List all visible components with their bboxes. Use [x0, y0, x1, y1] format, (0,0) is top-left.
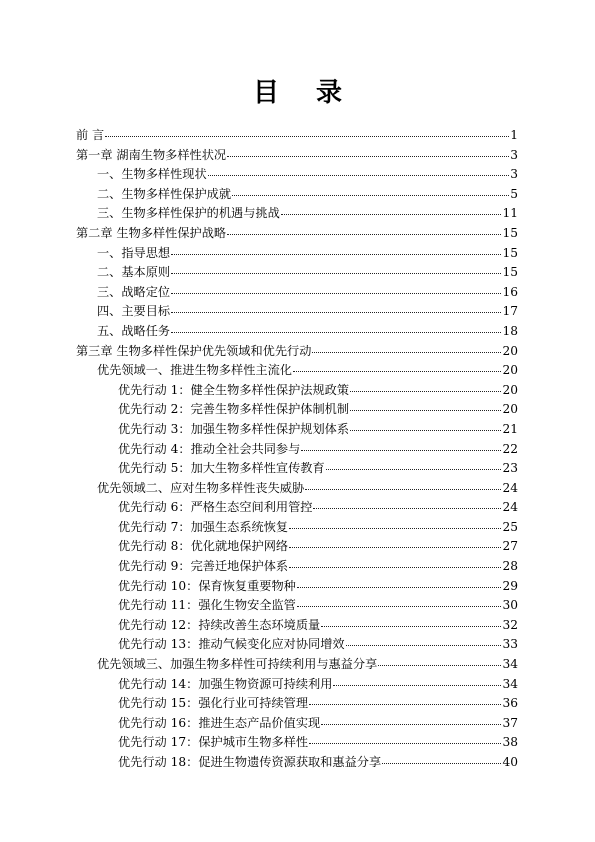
toc-entry-label: 二、生物多样性保护成就: [97, 186, 232, 201]
toc-entry-page-number: 33: [502, 637, 518, 652]
toc-entry-page-number: 40: [502, 755, 518, 769]
dot-leader: [350, 391, 501, 392]
toc-entry-page-number: 3: [510, 147, 518, 162]
toc-entry-page-number: 20: [502, 382, 518, 397]
toc-entry-label: 优先行动 7：加强生态系统恢复: [118, 519, 289, 534]
toc-entry-page-number: 1: [510, 128, 518, 142]
toc-entry-label: 优先行动 14：加强生物资源可持续利用: [118, 676, 333, 691]
toc-entry-label: 优先领域二、应对生物多样性丧失威胁: [97, 480, 305, 495]
toc-entry-page-number: 34: [502, 676, 518, 691]
toc-entry[interactable]: [76, 204, 518, 224]
toc-entry-label: 第一章 湖南生物多样性状况: [76, 147, 227, 162]
dot-leader: [309, 704, 501, 705]
dot-leader: [171, 293, 501, 294]
toc-entry[interactable]: [76, 616, 518, 636]
toc-entry[interactable]: [76, 381, 518, 401]
toc-entry[interactable]: [76, 714, 518, 734]
toc-entry-page-number: 20: [502, 402, 518, 417]
toc-entry-label: 优先行动 1：健全生物多样性保护法规政策: [118, 382, 350, 397]
toc-entry-label: 三、生物多样性保护的机遇与挑战: [97, 206, 280, 221]
dot-leader: [326, 469, 502, 470]
toc-entry-page-number: 36: [502, 696, 518, 711]
dot-leader: [281, 214, 502, 215]
toc-entry-page-number: 30: [502, 598, 518, 613]
toc-entry-label: 优先行动 15：强化行业可持续管理: [118, 696, 309, 711]
toc-entry[interactable]: [76, 400, 518, 420]
toc-entry-label: 一、指导思想: [97, 245, 171, 260]
dot-leader: [232, 195, 509, 196]
toc-entry[interactable]: [76, 733, 518, 753]
toc-entry-label: 优先行动 4：推动全社会共同参与: [118, 441, 301, 456]
toc-entry-label: 第三章 生物多样性保护优先领域和优先行动: [76, 343, 312, 358]
toc-entry[interactable]: [76, 126, 518, 146]
toc-entry-page-number: 28: [502, 559, 518, 574]
toc-entry[interactable]: [76, 577, 518, 597]
dot-leader: [346, 645, 502, 646]
toc-entry[interactable]: [76, 537, 518, 557]
toc-entry-page-number: 20: [502, 363, 518, 378]
toc-entry-label: 优先领域三、加强生物多样性可持续利用与惠益分享: [97, 657, 378, 672]
toc-entry-label: 优先行动 8：优化就地保护网络: [118, 539, 289, 554]
dot-leader: [208, 175, 509, 176]
dot-leader: [289, 528, 501, 529]
toc-entry[interactable]: [76, 596, 518, 616]
dot-leader: [297, 587, 502, 588]
toc-entry-label: 三、战略定位: [97, 284, 171, 299]
dot-leader: [313, 508, 501, 509]
dot-leader: [321, 626, 501, 627]
toc-entry[interactable]: [76, 146, 518, 166]
dot-leader: [350, 410, 501, 411]
toc-entry-page-number: 38: [502, 735, 518, 750]
toc-entry-page-number: 11: [502, 206, 518, 221]
toc-entry-label: 四、主要目标: [97, 304, 171, 319]
toc-entry-page-number: 21: [502, 421, 518, 436]
toc-entry-page-number: 15: [502, 265, 518, 280]
dot-leader: [312, 352, 501, 353]
toc-entry-page-number: 25: [502, 519, 518, 534]
toc-entry-label: 二、基本原则: [97, 265, 171, 280]
toc-entry[interactable]: [76, 440, 518, 460]
dot-leader: [305, 489, 501, 490]
toc-entry-page-number: 34: [502, 657, 518, 672]
toc-entry-page-number: 27: [502, 539, 518, 554]
toc-entry-label: 优先行动 18：促进生物遗传资源获取和惠益分享: [118, 755, 382, 769]
dot-leader: [289, 567, 501, 568]
toc-entry-label: 优先行动 6：严格生态空间利用管控: [118, 500, 313, 515]
toc-entry-label: 优先行动 13：推动气候变化应对协同增效: [118, 637, 345, 652]
toc-entry-label: 一、生物多样性现状: [97, 167, 207, 182]
dot-leader: [227, 234, 501, 235]
dot-leader: [321, 724, 501, 725]
toc-entry-label: 优先行动 5：加大生物多样性宣传教育: [118, 461, 325, 476]
dot-leader: [171, 332, 501, 333]
toc-entry-label: 优先行动 9：完善迁地保护体系: [118, 559, 289, 574]
dot-leader: [350, 430, 501, 431]
dot-leader: [378, 665, 501, 666]
toc-entry-label: 五、战略任务: [97, 323, 171, 338]
toc-entry-page-number: 16: [502, 284, 518, 299]
toc-entry-page-number: 37: [502, 715, 518, 730]
toc-entry-label: 前 言: [76, 128, 105, 142]
toc-entry[interactable]: [76, 361, 518, 381]
toc-entry[interactable]: [76, 342, 518, 362]
dot-leader: [171, 254, 501, 255]
dot-leader: [227, 156, 509, 157]
toc-entry-page-number: 22: [502, 441, 518, 456]
toc-entry[interactable]: [76, 302, 518, 322]
toc-entry[interactable]: [76, 635, 518, 655]
dot-leader: [333, 685, 501, 686]
toc-entry[interactable]: [76, 459, 518, 479]
toc-entry[interactable]: [76, 753, 518, 773]
toc-entry-page-number: 15: [502, 225, 518, 240]
table-of-contents: [76, 126, 518, 773]
toc-entry[interactable]: [76, 283, 518, 303]
toc-entry[interactable]: [76, 165, 518, 185]
toc-entry[interactable]: [76, 244, 518, 264]
toc-entry-page-number: 3: [510, 167, 518, 182]
toc-entry-label: 优先行动 17：保护城市生物多样性: [118, 735, 309, 750]
dot-leader: [171, 312, 501, 313]
dot-leader: [293, 371, 501, 372]
dot-leader: [309, 743, 501, 744]
dot-leader: [171, 273, 501, 274]
dot-leader: [382, 763, 501, 764]
toc-entry-label: 优先行动 3：加强生物多样性保护规划体系: [118, 421, 350, 436]
toc-entry-page-number: 24: [502, 500, 518, 515]
toc-entry[interactable]: [76, 479, 518, 499]
toc-entry[interactable]: [76, 694, 518, 714]
toc-entry-page-number: 32: [502, 617, 518, 632]
toc-entry[interactable]: [76, 518, 518, 538]
toc-entry[interactable]: [76, 185, 518, 205]
toc-entry-label: 优先行动 10：保育恢复重要物种: [118, 578, 296, 593]
page-title: 目 录: [252, 78, 357, 108]
toc-entry[interactable]: [76, 263, 518, 283]
toc-entry-page-number: 29: [502, 578, 518, 593]
toc-entry[interactable]: [76, 498, 518, 518]
toc-entry-page-number: 5: [510, 186, 518, 201]
toc-entry-label: 优先领域一、推进生物多样性主流化: [97, 363, 292, 378]
dot-leader: [289, 547, 501, 548]
toc-entry-page-number: 20: [502, 343, 518, 358]
toc-entry-label: 第二章 生物多样性保护战略: [76, 225, 227, 240]
toc-entry[interactable]: [76, 322, 518, 342]
toc-entry-page-number: 17: [502, 304, 518, 319]
toc-entry[interactable]: [76, 675, 518, 695]
toc-entry-label: 优先行动 11：强化生物安全监管: [118, 598, 296, 613]
toc-entry-page-number: 18: [502, 323, 518, 338]
toc-entry-page-number: 24: [502, 480, 518, 495]
toc-entry[interactable]: [76, 557, 518, 577]
toc-entry-page-number: 15: [502, 245, 518, 260]
dot-leader: [301, 450, 501, 451]
toc-entry[interactable]: [76, 420, 518, 440]
toc-entry-label: 优先行动 12：持续改善生态环境质量: [118, 617, 321, 632]
toc-entry[interactable]: [76, 655, 518, 675]
dot-leader: [297, 606, 502, 607]
toc-entry[interactable]: [76, 224, 518, 244]
toc-entry-page-number: 23: [502, 461, 518, 476]
toc-entry-label: 优先行动 2：完善生物多样性保护体制机制: [118, 402, 350, 417]
toc-entry-label: 优先行动 16：推进生态产品价值实现: [118, 715, 321, 730]
dot-leader: [105, 136, 509, 137]
